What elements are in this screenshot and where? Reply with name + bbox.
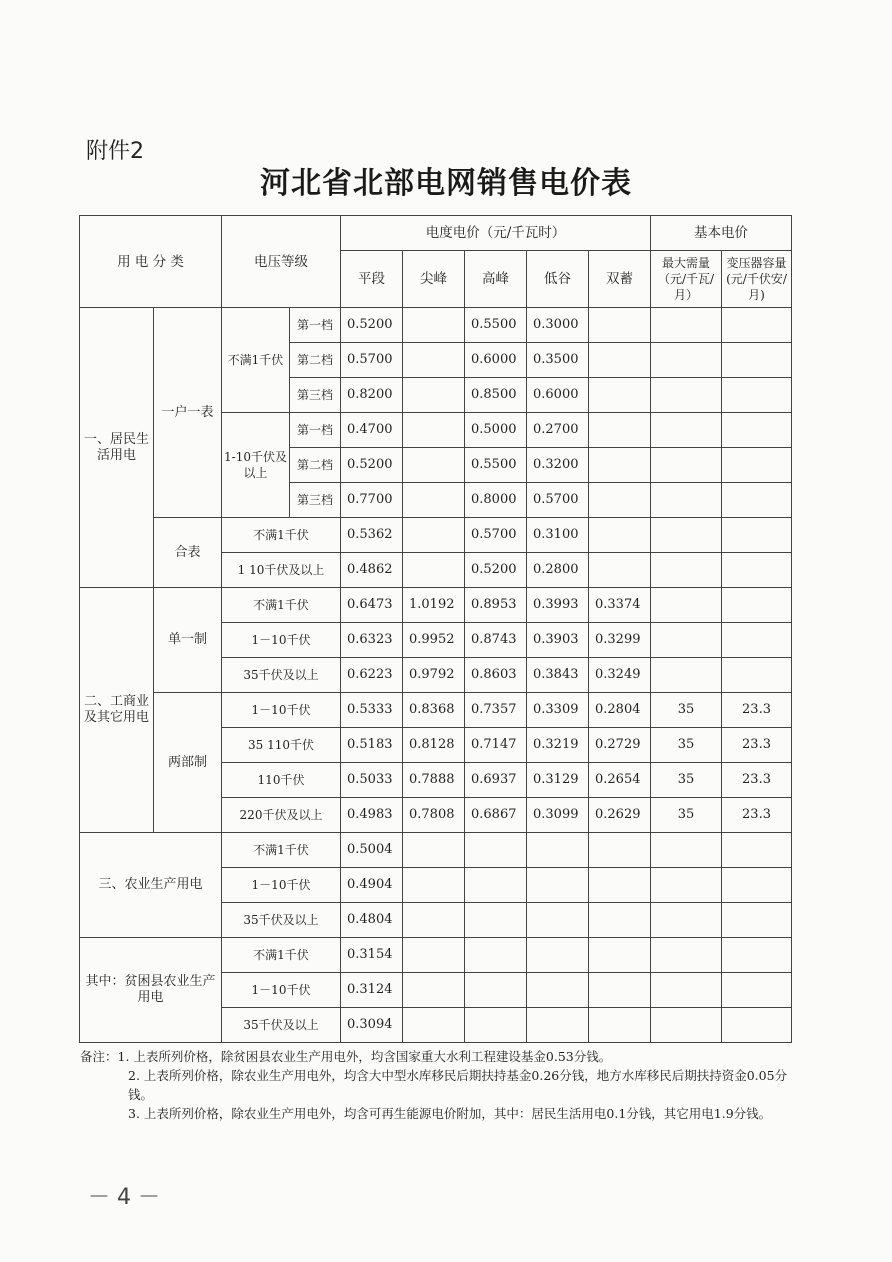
price-cell: 0.5500 — [465, 448, 527, 483]
price-cell: 0.6000 — [465, 343, 527, 378]
price-cell — [651, 588, 722, 623]
demand-cell: 35 — [651, 798, 722, 833]
price-cell — [651, 833, 722, 868]
price-cell — [722, 413, 792, 448]
header-category: 用 电 分 类 — [80, 216, 222, 308]
category-agriculture: 三、农业生产用电 — [80, 833, 222, 938]
voltage-label: 1－10千伏 — [222, 623, 341, 658]
subcategory-single-part: 单一制 — [154, 588, 222, 693]
price-cell: 0.2700 — [527, 413, 589, 448]
demand-cell: 35 — [651, 728, 722, 763]
price-cell — [589, 518, 651, 553]
voltage-label: 35千伏及以上 — [222, 658, 341, 693]
price-cell: 0.3124 — [341, 973, 403, 1008]
price-cell: 0.9952 — [403, 623, 465, 658]
voltage-label: 1－10千伏 — [222, 973, 341, 1008]
price-cell: 0.3843 — [527, 658, 589, 693]
price-cell — [589, 938, 651, 973]
page-number: － 4 － — [88, 1185, 160, 1210]
price-cell — [527, 868, 589, 903]
price-cell: 0.8368 — [403, 693, 465, 728]
price-cell: 0.3100 — [527, 518, 589, 553]
price-cell — [465, 973, 527, 1008]
price-cell — [722, 868, 792, 903]
price-cell: 0.5200 — [341, 448, 403, 483]
price-cell: 0.3374 — [589, 588, 651, 623]
price-cell — [722, 483, 792, 518]
price-cell: 0.5700 — [527, 483, 589, 518]
capacity-cell: 23.3 — [722, 728, 792, 763]
table-row — [80, 833, 792, 868]
price-cell — [722, 1008, 792, 1043]
price-cell: 0.3500 — [527, 343, 589, 378]
price-cell: 0.4804 — [341, 903, 403, 938]
demand-cell: 35 — [651, 693, 722, 728]
price-cell: 0.2804 — [589, 693, 651, 728]
tier-label: 第二档 — [290, 343, 341, 378]
price-cell — [403, 868, 465, 903]
price-cell: 0.3154 — [341, 938, 403, 973]
demand-cell: 35 — [651, 763, 722, 798]
note-2: 2. 上表所列价格，除农业生产用电外，均含大中型水库移民后期扶持基金0.26分钱，地方水库移民后期扶持资金0.05分钱。 — [128, 1068, 788, 1102]
price-cell — [722, 378, 792, 413]
header-voltage: 电压等级 — [222, 216, 341, 308]
note-3: 3. 上表所列价格，除农业生产用电外，均含可再生能源电价附加，其中：居民生活用电0.1分钱，其它用电1.9分钱。 — [128, 1106, 772, 1121]
price-cell — [403, 1008, 465, 1043]
price-cell: 0.3099 — [527, 798, 589, 833]
price-cell: 0.6000 — [527, 378, 589, 413]
table-row — [80, 938, 792, 973]
price-cell — [589, 483, 651, 518]
tier-label: 第三档 — [290, 483, 341, 518]
header-base-price: 基本电价 — [651, 216, 792, 251]
price-cell — [651, 623, 722, 658]
price-cell: 0.4700 — [341, 413, 403, 448]
category-residential: 一、居民生活用电 — [80, 308, 154, 588]
price-cell — [589, 448, 651, 483]
header-dual-storage: 双蓄 — [589, 251, 651, 308]
price-cell — [589, 413, 651, 448]
header-valley: 低谷 — [527, 251, 589, 308]
price-cell — [651, 973, 722, 1008]
price-cell: 0.6223 — [341, 658, 403, 693]
price-cell: 0.8128 — [403, 728, 465, 763]
price-cell: 0.5183 — [341, 728, 403, 763]
header-max-demand: 最大需量（元/千瓦/月） — [651, 251, 722, 308]
voltage-label: 1－10千伏 — [222, 868, 341, 903]
price-cell — [403, 483, 465, 518]
price-cell: 0.3129 — [527, 763, 589, 798]
tier-label: 第一档 — [290, 308, 341, 343]
price-cell — [403, 448, 465, 483]
price-cell — [722, 973, 792, 1008]
price-cell: 0.5200 — [465, 553, 527, 588]
price-cell — [651, 448, 722, 483]
category-commercial: 二、工商业及其它用电 — [80, 588, 154, 833]
voltage-under-1kv: 不满1千伏 — [222, 308, 290, 413]
price-cell — [651, 518, 722, 553]
subcategory-single-meter: 一户一表 — [154, 308, 222, 518]
price-cell — [651, 378, 722, 413]
price-cell: 0.8500 — [465, 378, 527, 413]
price-cell — [465, 833, 527, 868]
price-cell — [403, 343, 465, 378]
capacity-cell: 23.3 — [722, 763, 792, 798]
price-cell — [651, 938, 722, 973]
price-cell — [465, 868, 527, 903]
price-cell: 0.3000 — [527, 308, 589, 343]
price-cell: 0.2729 — [589, 728, 651, 763]
price-cell — [403, 938, 465, 973]
attachment-label: 附件2 — [86, 139, 144, 164]
table-row — [80, 518, 792, 553]
price-cell — [651, 1008, 722, 1043]
price-cell: 0.7888 — [403, 763, 465, 798]
price-cell: 0.5033 — [341, 763, 403, 798]
price-cell: 0.8743 — [465, 623, 527, 658]
price-cell — [589, 308, 651, 343]
header-energy-price: 电度电价（元/千瓦时） — [341, 216, 651, 251]
header-transformer-capacity: 变压器容量(元/千伏安/月) — [722, 251, 792, 308]
price-cell — [651, 483, 722, 518]
price-cell: 0.7700 — [341, 483, 403, 518]
price-cell — [527, 903, 589, 938]
price-cell — [651, 413, 722, 448]
price-cell — [527, 833, 589, 868]
voltage-1-10kv: 1-10千伏及以上 — [222, 413, 290, 518]
price-cell — [589, 343, 651, 378]
price-cell — [589, 973, 651, 1008]
price-cell — [722, 308, 792, 343]
price-cell: 0.7357 — [465, 693, 527, 728]
price-cell — [589, 833, 651, 868]
price-cell: 0.5700 — [341, 343, 403, 378]
price-cell — [722, 588, 792, 623]
price-cell — [465, 1008, 527, 1043]
price-cell: 0.8953 — [465, 588, 527, 623]
price-cell: 0.9792 — [403, 658, 465, 693]
table-row — [80, 588, 792, 623]
price-cell — [651, 658, 722, 693]
price-cell: 0.7808 — [403, 798, 465, 833]
price-cell — [403, 903, 465, 938]
voltage-label: 220千伏及以上 — [222, 798, 341, 833]
voltage-label: 35千伏及以上 — [222, 903, 341, 938]
price-cell — [722, 553, 792, 588]
voltage-label: 不满1千伏 — [222, 518, 341, 553]
price-cell — [527, 1008, 589, 1043]
price-cell: 0.5000 — [465, 413, 527, 448]
note-1: 备注：1. 上表所列价格，除贫困县农业生产用电外，均含国家重大水利工程建设基金0.53分钱。 — [80, 1049, 612, 1064]
price-cell: 0.5200 — [341, 308, 403, 343]
price-cell — [403, 973, 465, 1008]
tier-label: 第一档 — [290, 413, 341, 448]
voltage-label: 不满1千伏 — [222, 588, 341, 623]
price-cell — [722, 518, 792, 553]
header-sharp-peak: 尖峰 — [403, 251, 465, 308]
price-cell: 0.3993 — [527, 588, 589, 623]
price-cell — [651, 903, 722, 938]
price-cell — [589, 378, 651, 413]
price-cell: 0.5004 — [341, 833, 403, 868]
price-cell: 0.6473 — [341, 588, 403, 623]
voltage-label: 1 10千伏及以上 — [222, 553, 341, 588]
price-cell — [722, 448, 792, 483]
price-cell: 0.2654 — [589, 763, 651, 798]
price-cell: 0.3249 — [589, 658, 651, 693]
price-cell — [403, 553, 465, 588]
price-cell — [651, 553, 722, 588]
price-cell: 0.4862 — [341, 553, 403, 588]
price-cell: 0.3200 — [527, 448, 589, 483]
price-cell — [527, 938, 589, 973]
price-cell: 0.3299 — [589, 623, 651, 658]
table-row — [80, 693, 792, 728]
price-cell: 1.0192 — [403, 588, 465, 623]
price-cell: 0.6323 — [341, 623, 403, 658]
price-cell — [527, 973, 589, 1008]
subcategory-two-part: 两部制 — [154, 693, 222, 833]
tier-label: 第三档 — [290, 378, 341, 413]
price-cell: 0.8200 — [341, 378, 403, 413]
price-cell — [403, 413, 465, 448]
subcategory-combined-meter: 合表 — [154, 518, 222, 588]
price-cell: 0.5362 — [341, 518, 403, 553]
price-cell — [651, 308, 722, 343]
page-title: 河北省北部电网销售电价表 — [260, 166, 632, 201]
price-cell: 0.6937 — [465, 763, 527, 798]
notes — [80, 1047, 800, 1123]
capacity-cell: 23.3 — [722, 798, 792, 833]
price-cell — [589, 903, 651, 938]
price-cell — [589, 1008, 651, 1043]
price-cell: 0.2629 — [589, 798, 651, 833]
header-flat: 平段 — [341, 251, 403, 308]
price-table — [79, 215, 792, 1043]
price-cell — [722, 903, 792, 938]
price-cell — [722, 833, 792, 868]
price-cell: 0.8603 — [465, 658, 527, 693]
voltage-label: 1－10千伏 — [222, 693, 341, 728]
voltage-label: 不满1千伏 — [222, 938, 341, 973]
price-cell — [651, 343, 722, 378]
category-poor-county: 其中：贫困县农业生产用电 — [80, 938, 222, 1043]
price-cell — [465, 903, 527, 938]
price-cell: 0.2800 — [527, 553, 589, 588]
price-cell: 0.5700 — [465, 518, 527, 553]
price-cell — [589, 868, 651, 903]
capacity-cell: 23.3 — [722, 693, 792, 728]
price-cell — [722, 658, 792, 693]
price-cell — [403, 833, 465, 868]
price-cell — [403, 308, 465, 343]
price-cell — [722, 343, 792, 378]
price-cell: 0.4983 — [341, 798, 403, 833]
voltage-label: 110千伏 — [222, 763, 341, 798]
voltage-label: 35 110千伏 — [222, 728, 341, 763]
voltage-label: 35千伏及以上 — [222, 1008, 341, 1043]
table-row — [80, 308, 792, 343]
price-cell — [589, 553, 651, 588]
price-cell — [465, 938, 527, 973]
price-cell — [403, 518, 465, 553]
price-cell: 0.6867 — [465, 798, 527, 833]
price-cell: 0.3903 — [527, 623, 589, 658]
price-cell: 0.3219 — [527, 728, 589, 763]
header-peak: 高峰 — [465, 251, 527, 308]
tier-label: 第二档 — [290, 448, 341, 483]
price-cell: 0.5500 — [465, 308, 527, 343]
price-cell: 0.8000 — [465, 483, 527, 518]
price-cell — [651, 868, 722, 903]
price-cell — [722, 623, 792, 658]
price-cell: 0.3094 — [341, 1008, 403, 1043]
voltage-label: 不满1千伏 — [222, 833, 341, 868]
price-cell: 0.3309 — [527, 693, 589, 728]
price-cell — [722, 938, 792, 973]
price-cell: 0.4904 — [341, 868, 403, 903]
price-cell — [403, 378, 465, 413]
price-cell: 0.5333 — [341, 693, 403, 728]
price-cell: 0.7147 — [465, 728, 527, 763]
